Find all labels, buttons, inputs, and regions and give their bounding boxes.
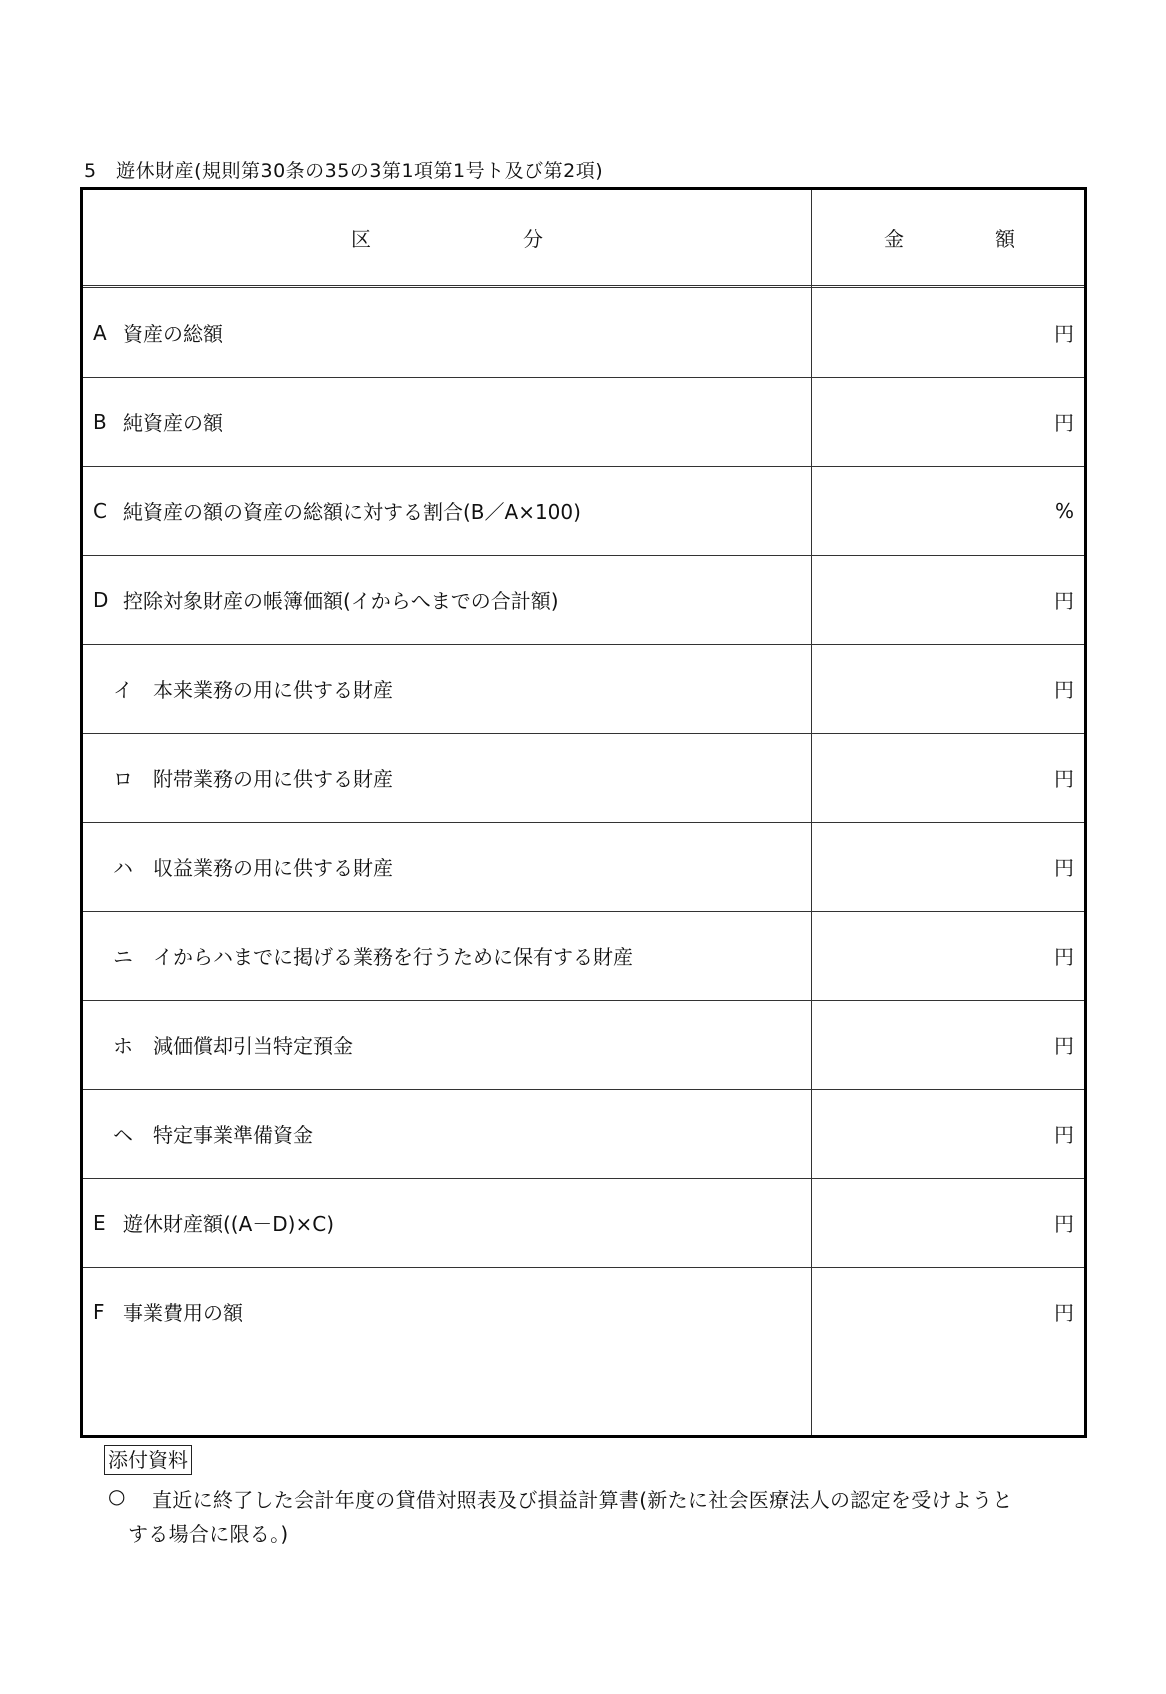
table-row <box>83 911 1084 1000</box>
table-row <box>83 377 1084 466</box>
header-amount-char-1: 金 <box>884 227 904 251</box>
row-marker: ハ <box>113 856 133 880</box>
row-divider <box>83 822 1084 823</box>
row-marker: A <box>93 320 107 345</box>
circle-bullet-icon: ○ <box>108 1484 126 1508</box>
table-row <box>83 1000 1084 1089</box>
row-divider <box>83 733 1084 734</box>
attachment-note-line-1: 直近に終了した会計年度の貸借対照表及び損益計算書(新たに社会医療法人の認定を受けようと <box>152 1488 1013 1512</box>
row-unit: 円 <box>1054 1034 1074 1058</box>
row-marker: ホ <box>113 1034 133 1058</box>
header-category-char-2: 分 <box>523 227 543 251</box>
row-divider <box>83 1178 1084 1179</box>
row-divider <box>83 1267 1084 1268</box>
asset-table <box>80 187 1087 1438</box>
row-marker: ロ <box>113 767 133 791</box>
row-divider <box>83 644 1084 645</box>
row-divider <box>83 555 1084 556</box>
row-unit: 円 <box>1054 589 1074 613</box>
row-label: 資産の総額 <box>123 322 223 346</box>
row-unit: 円 <box>1054 322 1074 346</box>
row-label: 純資産の額 <box>123 411 223 435</box>
row-unit: 円 <box>1054 767 1074 791</box>
row-divider <box>83 1000 1084 1001</box>
row-unit: 円 <box>1054 945 1074 969</box>
row-unit: 円 <box>1054 1123 1074 1147</box>
row-marker: D <box>93 587 109 612</box>
attachment-note-line-2: する場合に限る。) <box>128 1522 289 1546</box>
row-marker: E <box>93 1210 106 1235</box>
row-marker: F <box>93 1299 105 1324</box>
attachment-heading: 添付資料 <box>104 1445 192 1475</box>
row-unit: 円 <box>1054 678 1074 702</box>
table-row <box>83 822 1084 911</box>
table-row <box>83 466 1084 555</box>
table-row <box>83 644 1084 733</box>
row-label: 控除対象財産の帳簿価額(イからへまでの合計額) <box>123 589 559 613</box>
row-label: 特定事業準備資金 <box>153 1123 313 1147</box>
row-divider <box>83 911 1084 912</box>
row-marker: B <box>93 409 107 434</box>
row-unit: 円 <box>1054 1212 1074 1236</box>
row-marker: ニ <box>113 945 133 969</box>
row-label: 収益業務の用に供する財産 <box>153 856 393 880</box>
row-divider <box>83 1089 1084 1090</box>
table-row <box>83 1267 1084 1356</box>
row-divider <box>83 466 1084 467</box>
row-label: イからハまでに掲げる業務を行うために保有する財産 <box>153 945 633 969</box>
row-label: 遊休財産額((A－D)×C) <box>123 1212 335 1236</box>
table-row <box>83 1089 1084 1178</box>
row-label: 本来業務の用に供する財産 <box>153 678 393 702</box>
page-title: 5 遊休財産(規則第30条の35の3第1項第1号ト及び第2項) <box>84 160 604 182</box>
row-label: 附帯業務の用に供する財産 <box>153 767 393 791</box>
row-unit: 円 <box>1054 856 1074 880</box>
row-marker: C <box>93 498 107 523</box>
row-unit: % <box>1054 498 1074 523</box>
row-marker: ヘ <box>113 1123 133 1147</box>
row-marker: イ <box>113 678 133 702</box>
row-label: 減価償却引当特定預金 <box>153 1034 353 1058</box>
row-unit: 円 <box>1054 1301 1074 1325</box>
table-row <box>83 1178 1084 1267</box>
table-row <box>83 733 1084 822</box>
row-label: 事業費用の額 <box>123 1301 243 1325</box>
row-unit: 円 <box>1054 411 1074 435</box>
header-amount-char-2: 額 <box>995 227 1015 251</box>
table-row <box>83 288 1084 377</box>
header-category-char-1: 区 <box>351 227 371 251</box>
table-row <box>83 555 1084 644</box>
row-divider <box>83 377 1084 378</box>
row-label: 純資産の額の資産の総額に対する割合(B／A×100) <box>123 500 581 524</box>
